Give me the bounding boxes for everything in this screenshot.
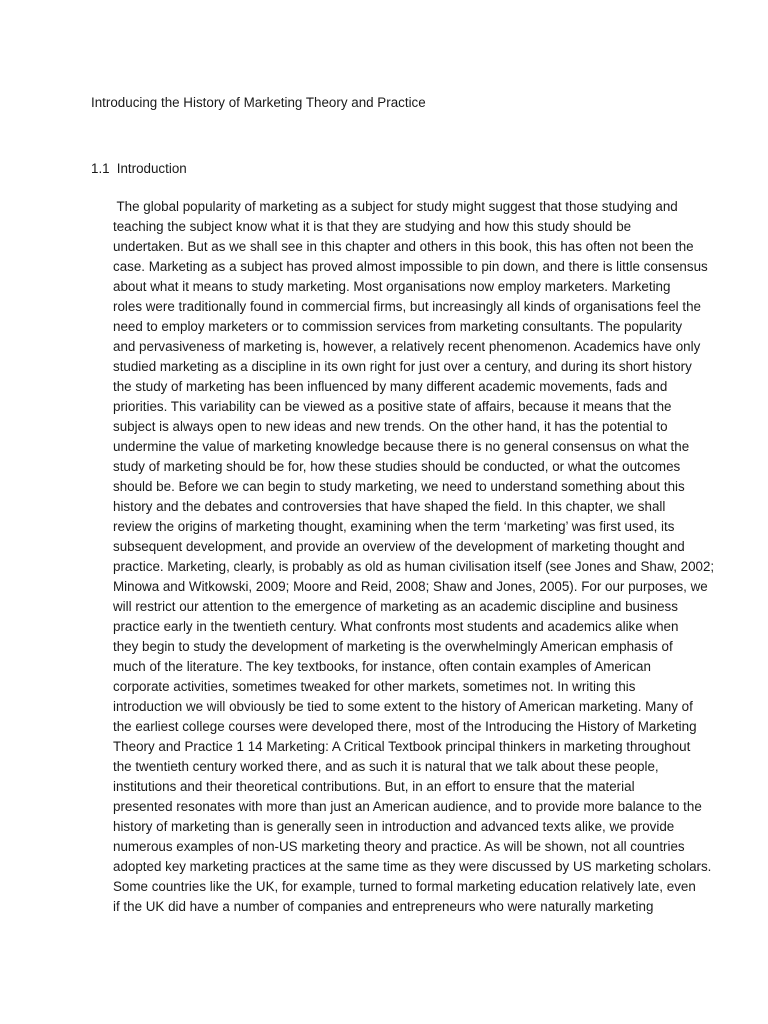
text-line: need to employ marketers or to commission services from marketing consultants. The popularity xyxy=(113,319,683,334)
section-number: 1.1 xyxy=(91,161,110,176)
text-line: adopted key marketing practices at the same time as they were discussed by US marketing scholars. xyxy=(113,859,712,874)
text-line: about what it means to study marketing. Most organisations now employ marketers. Marketing xyxy=(113,279,671,294)
text-line: and pervasiveness of marketing is, however, a relatively recent phenomenon. Academics have only xyxy=(113,339,701,354)
text-line: subsequent development, and provide an overview of the development of marketing thought and xyxy=(113,539,685,554)
text-line: undermine the value of marketing knowledge because there is no general consensus on what the xyxy=(113,439,690,454)
text-line: subject is always open to new ideas and new trends. On the other hand, it has the potential to xyxy=(113,419,668,434)
body-paragraph xyxy=(113,197,715,917)
text-line: roles were traditionally found in commercial firms, but increasingly all kinds of organisations feel the xyxy=(113,299,701,314)
text-line: if the UK did have a number of companies and entrepreneurs who were naturally marketing xyxy=(113,899,654,914)
text-line: the study of marketing has been influenced by many different academic movements, fads and xyxy=(113,379,668,394)
text-line: The global popularity of marketing as a subject for study might suggest that those studying and xyxy=(113,199,678,214)
text-line: study of marketing should be for, how these studies should be conducted, or what the outcomes xyxy=(113,459,681,474)
text-line: they begin to study the development of marketing is the overwhelmingly American emphasis of xyxy=(113,639,673,654)
text-line: presented resonates with more than just an American audience, and to provide more balance to the xyxy=(113,799,702,814)
section-title: Introduction xyxy=(116,161,187,176)
text-line: practice. Marketing, clearly, is probably as old as human civilisation itself (see Jones and Shaw, 2002; xyxy=(113,559,715,574)
text-line: history and the debates and controversies that have shaped the field. In this chapter, we shall xyxy=(113,499,666,514)
text-line: Minowa and Witkowski, 2009; Moore and Reid, 2008; Shaw and Jones, 2005). For our purposes, we xyxy=(113,579,708,594)
text-line: numerous examples of non-US marketing theory and practice. As will be shown, not all countries xyxy=(113,839,685,854)
text-line: undertaken. But as we shall see in this chapter and others in this book, this has often not been the xyxy=(113,239,694,254)
text-line: the twentieth century worked there, and as such it is natural that we talk about these people, xyxy=(113,759,659,774)
text-line: corporate activities, sometimes tweaked for other markets, sometimes not. In writing this xyxy=(113,679,636,694)
text-line: practice early in the twentieth century. What confronts most students and academics alike when xyxy=(113,619,679,634)
text-line: history of marketing than is generally seen in introduction and advanced texts alike, we provide xyxy=(113,819,675,834)
text-line: institutions and their theoretical contributions. But, in an effort to ensure that the material xyxy=(113,779,635,794)
text-line: priorities. This variability can be viewed as a positive state of affairs, because it means that the xyxy=(113,399,672,414)
text-line: much of the literature. The key textbooks, for instance, often contain examples of American xyxy=(113,659,651,674)
text-line: Some countries like the UK, for example, turned to formal marketing education relatively late, even xyxy=(113,879,696,894)
text-line: review the origins of marketing thought, examining when the term ‘marketing’ was first used, its xyxy=(113,519,675,534)
document-title: Introducing the History of Marketing Theory and Practice xyxy=(91,95,426,110)
text-line: studied marketing as a discipline in its own right for just over a century, and during its short history xyxy=(113,359,692,374)
text-line: should be. Before we can begin to study marketing, we need to understand something about this xyxy=(113,479,685,494)
section-heading xyxy=(91,159,187,179)
text-line: teaching the subject know what it is that they are studying and how this study should be xyxy=(113,219,632,234)
text-line: Theory and Practice 1 14 Marketing: A Critical Textbook principal thinkers in marketing throughout xyxy=(113,739,691,754)
text-line: will restrict our attention to the emergence of marketing as an academic discipline and business xyxy=(113,599,678,614)
text-line: the earliest college courses were developed there, most of the Introducing the History of Marketing xyxy=(113,719,697,734)
text-line: case. Marketing as a subject has proved almost impossible to pin down, and there is little consensus xyxy=(113,259,708,274)
text-line: introduction we will obviously be tied to some extent to the history of American marketing. Many of xyxy=(113,699,693,714)
